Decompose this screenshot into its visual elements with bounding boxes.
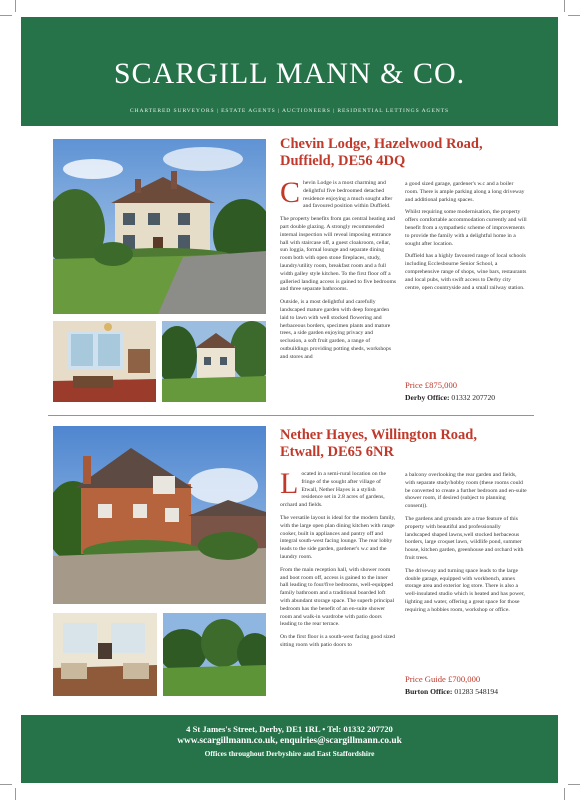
brand-tagline: CHARTERED SURVEYORS | ESTATE AGENTS | AUCTIONEERS | RESIDENTIAL LETTINGS AGENTS: [129, 108, 450, 114]
listing-1-paragraph: Whilst requiring some modernisation, the property offers comfortable accommodation currently and will benefit from a sympathetic scheme of improvements to provide the family with a delightful home in a sought after location.: [405, 209, 527, 247]
crop-mark: [15, 788, 16, 800]
listing-1-paragraph: Outside, is a most delightful and carefully landscaped mature garden with deep foregarden laid to lawn with well stocked flowering and herbaceous borders, specimen plants and mature trees, a side garden enjoying privacy and seclusion, a soft fruit garden, a range of outbuildings providing potting sheds, workshops and stores and: [280, 299, 392, 360]
listing-1-interior-photo: [53, 321, 156, 402]
listing-2-paragraph: ocated in a semi-rural location on the fringe of the sought after village of Etwall, Nether Hayes is a stylish residence set in 2.8 acres of gardens, orchard and fields.: [280, 471, 386, 509]
listing-1-main-photo: [53, 139, 266, 314]
header-banner: [21, 17, 558, 126]
listing-2-price: Price Guide £700,000: [405, 674, 481, 684]
listing-2-title-line2: Etwall, DE65 6NR: [280, 444, 394, 460]
listing-2-paragraph: a balcony overlooking the rear garden and fields, with separate study/hobby room (these rooms could be converted to create a further bedroom and en-suite shower room, if desired (subject to planning consent)).: [405, 472, 527, 510]
listing-2-paragraph: On the first floor is a south-west facing good sized sitting room with patio doors to: [280, 634, 396, 648]
listing-2-office-phone: 01283 548194: [454, 687, 499, 696]
listing-2-column-2: [405, 472, 527, 620]
crop-mark: [564, 788, 565, 800]
footer-address: 4 St James's Street, Derby, DE1 1RL • Tel: 01332 207720: [186, 724, 393, 734]
listing-1-title-line2: Duffield, DE56 4DQ: [280, 153, 406, 169]
listing-1-paragraph: hevin Lodge is a most charming and delightful five bedroomed detached residence enjoying a much sought after and favoured position within Duffield.: [303, 180, 393, 210]
listing-2-paragraph: The driveway and turning space leads to the large double garage, equipped with workbench, annex storage area and exterior log store. There is also a well-insulated studio which is heated and has power, lighting and water, offering a great space for those requiring a hobbies room, workshop or office.: [405, 567, 525, 613]
listing-2-title: [280, 427, 550, 461]
listing-2-title-line1: Nether Hayes, Willington Road,: [280, 427, 477, 443]
crop-mark: [568, 784, 580, 785]
crop-mark: [564, 0, 565, 12]
crop-mark: [568, 15, 580, 16]
listing-1-office-label: Derby Office:: [405, 393, 450, 402]
listing-2-main-photo: [53, 426, 266, 604]
footer-offices: Offices throughout Derbyshire and East Staffordshire: [204, 749, 375, 758]
listing-1-column-1: [280, 176, 397, 367]
brand-name: SCARGILL MANN & CO.: [113, 57, 466, 90]
listing-1-paragraph: The property benefits from gas central heating and part double glazing. A strongly recommended internal inspection will reveal imposing entrance hall with staircase off, a guest cloakroom, cellar, sun loggia, formal lounge and separate dining room both with open stone fireplaces, study, laundry/utility room, breakfast room and a full width galley style kitchen. To the first floor off a galleried landing access is gained to five bedrooms and three separate bathrooms.: [280, 216, 397, 293]
listing-1-garden-photo: [162, 321, 266, 402]
listing-1-title: [280, 136, 550, 170]
listing-1-office-phone: 01332 207720: [451, 393, 496, 402]
listing-1-paragraph: a good sized garage, gardener's w.c and a boiler room. There is ample parking along a long driveway and additional parking spaces.: [405, 181, 525, 203]
listing-2-paragraph: From the main reception hall, with shower room and boot room off, access is gained to the inner hall leading to four/five bedrooms, well-equipped family bathroom and a traditional boarded loft with abundant storage space. The superb principal bedroom has the benefit of an en-suite shower room and walk-in wardrobe with patio doors leading to the rear terrace.: [280, 566, 395, 628]
listing-1-price: Price £875,000: [405, 380, 458, 390]
section-divider: [48, 415, 534, 416]
listing-2-dropcap: L: [280, 467, 299, 500]
listing-2-paragraph: The gardens and grounds are a true feature of this property with beautiful and professionally landscaped shaped lawns,well stocked herbaceous borders, large croquet lawn, wildlife pond, summer house, kitchen garden, greenhouse and orchard with fruit trees.: [405, 515, 524, 561]
listing-2-interior-photo: [53, 613, 157, 696]
listing-1-paragraph: Duffield has a highly favoured range of local schools including Ecclesbourne Senior School, a comprehensive range of shops, wine bars, restaurants and local pubs, with swift access to Derby city centre, open countryside and a small railway station.: [405, 253, 527, 291]
listing-2-paragraph: The versatile layout is ideal for the modern family, with the large open plan dining kitchen with range cooker, built in appliances and pantry off and integral south-west facing lounge. The rear lobby leads to the side garden, gardener's w.c and the laundry room.: [280, 514, 396, 560]
listing-2-garden-photo: [163, 613, 266, 696]
listing-1-office: [405, 393, 495, 402]
listing-2-office-label: Burton Office:: [405, 687, 453, 696]
crop-mark: [0, 15, 12, 16]
listing-1-title-line1: Chevin Lodge, Hazelwood Road,: [280, 136, 483, 152]
listing-2-column-1: [280, 467, 397, 655]
listing-1-dropcap: C: [280, 176, 301, 209]
listing-1-column-2: [405, 181, 527, 297]
crop-mark: [0, 784, 12, 785]
listing-2-office: [405, 687, 498, 696]
footer-web-email: www.scargillmann.co.uk, enquiries@scargillmann.co.uk: [177, 736, 402, 746]
footer-banner: [21, 715, 558, 783]
crop-mark: [15, 0, 16, 12]
